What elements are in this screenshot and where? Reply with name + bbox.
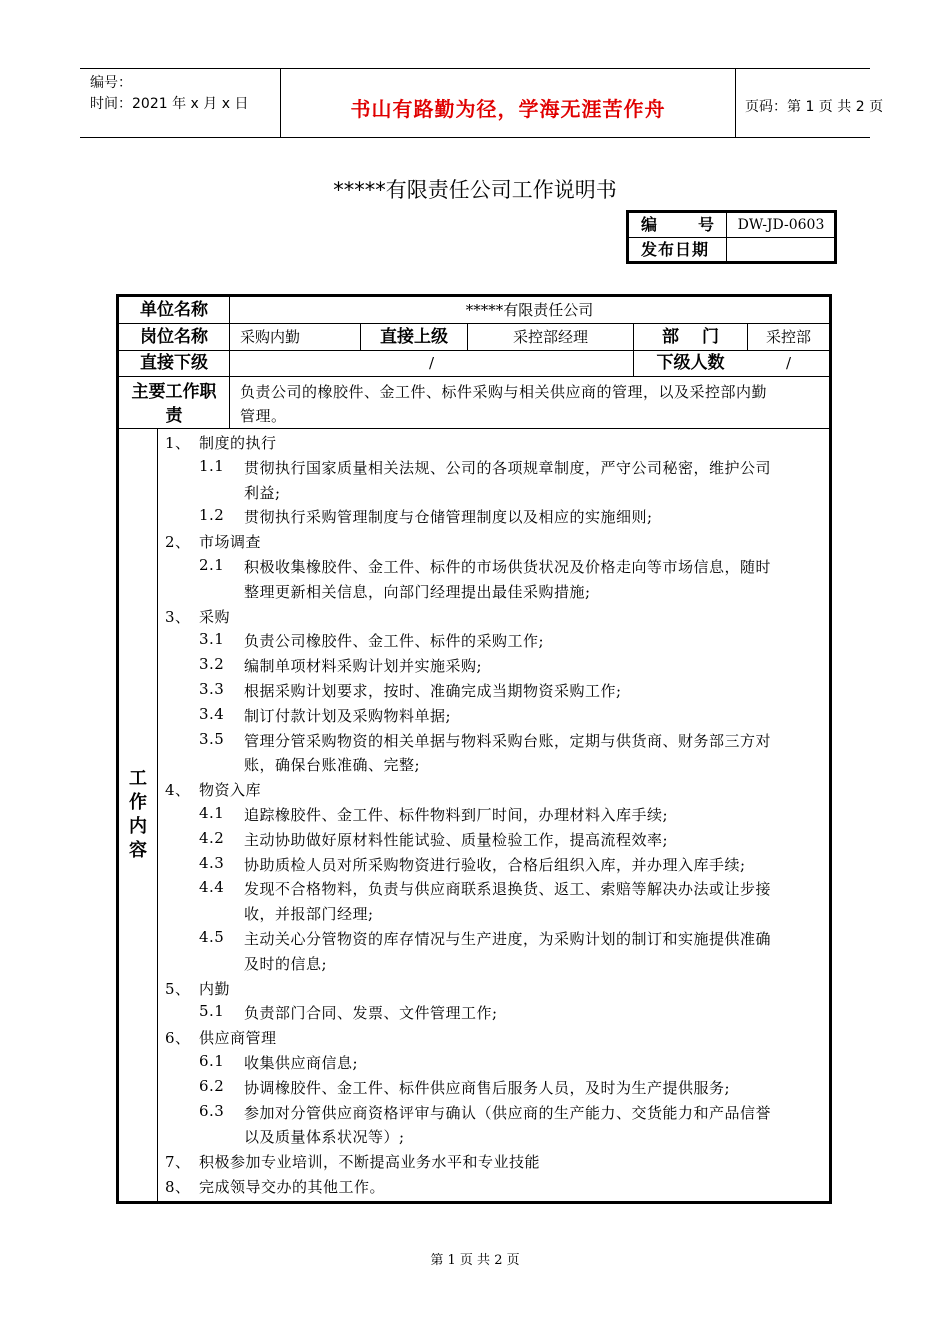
content-line-number: 1.1 <box>199 456 225 475</box>
content-label-char: 作 <box>129 791 147 813</box>
superior-label: 直接上级 <box>380 327 448 347</box>
content-line-number: 1、 <box>165 434 191 452</box>
content-line-number: 4.2 <box>199 828 225 847</box>
code-label-b: 号 <box>697 215 714 234</box>
page-header <box>80 68 884 138</box>
header-page-cell <box>735 69 884 137</box>
date-label: 发布日期 <box>629 238 727 262</box>
header-meta <box>80 69 280 137</box>
work-content <box>119 428 829 1201</box>
content-line-number: 5、 <box>165 979 191 998</box>
content-line-text: 主动关心分管物资的库存情况与生产进度，为采购计划的制订和实施提供准确 <box>244 930 772 948</box>
content-line-text: 采购 <box>199 607 231 626</box>
duty-line: 管理。 <box>240 407 287 425</box>
unit-value: *****有限责任公司 <box>465 301 594 319</box>
dept-value: 采控部 <box>765 328 811 346</box>
code-value: DW-JD-0603 <box>737 217 825 233</box>
content-line-text: 内勤 <box>199 979 231 998</box>
content-line-number: 2.1 <box>199 556 225 574</box>
content-label <box>119 428 157 1201</box>
content-line-number: 6.3 <box>199 1101 225 1120</box>
duty-line: 负责公司的橡胶件、金工件、标件采购与相关供应商的管理，以及采控部内勤 <box>240 383 768 401</box>
subordinate-label: 直接下级 <box>140 353 208 373</box>
motto: 书山有路勤为径，学海无涯苦作舟 <box>350 97 666 121</box>
content-line-text: 收集供应商信息; <box>244 1054 359 1072</box>
duty-label-line: 责 <box>165 406 183 426</box>
content-line-text: 制订付款计划及采购物料单据; <box>244 706 452 725</box>
content-line-text: 市场调查 <box>199 533 262 552</box>
content-line-text: 收，并报部门经理; <box>244 905 374 924</box>
content-line-text: 账，确保台账准确、完整; <box>244 756 421 775</box>
dept-label: 部 门 <box>662 327 719 347</box>
subordinate-value: / <box>428 354 435 372</box>
content-label-char: 工 <box>129 767 147 789</box>
content-line-text: 管理分管采购物资的相关单据与物料采购台账，定期与供货商、财务部三方对 <box>244 731 772 750</box>
content-line-number: 3.4 <box>199 704 225 723</box>
document-title: *****有限责任公司工作说明书 <box>333 178 617 202</box>
content-line-number: 5.1 <box>199 1002 225 1021</box>
content-line-text: 根据采购计划要求，按时、准确完成当期物资采购工作; <box>244 682 622 700</box>
code-label <box>629 213 727 237</box>
date-row <box>629 238 834 262</box>
content-line-number: 3.1 <box>199 630 225 649</box>
content-line-text: 以及质量体系状况等）; <box>244 1128 405 1147</box>
sub-count-value: / <box>785 354 792 372</box>
content-line-text: 积极收集橡胶件、金工件、标件的市场供货状况及价格走向等市场信息，随时 <box>244 558 772 576</box>
content-line-text: 整理更新相关信息，向部门经理提出最佳采购措施; <box>244 582 591 601</box>
content-line-number: 2、 <box>165 533 191 552</box>
content-line-number: 6.2 <box>199 1076 225 1095</box>
content-label-char: 内 <box>129 815 147 837</box>
content-line-text: 供应商管理 <box>199 1029 277 1048</box>
content-line-text: 发现不合格物料，负责与供应商联系退换货、返工、索赔等解决办法或让步接 <box>244 880 772 899</box>
content-label-char: 容 <box>129 839 147 861</box>
code-row <box>629 213 834 238</box>
content-line-number: 3.5 <box>199 729 225 748</box>
unit-label: 单位名称 <box>140 300 208 320</box>
content-line-text: 追踪橡胶件、金工件、标件物料到厂时间，办理材料入库手续; <box>244 806 669 824</box>
content-line-text: 负责公司橡胶件、金工件、标件的采购工作; <box>244 632 545 651</box>
duty-label-line: 主要工作职 <box>131 382 217 402</box>
content-line-number: 4.3 <box>199 853 225 872</box>
content-line-text: 贯彻执行采购管理制度与仓储管理制度以及相应的实施细则; <box>244 508 653 527</box>
content-line-text: 协调橡胶件、金工件、标件供应商售后服务人员，及时为生产提供服务; <box>244 1078 731 1097</box>
post-value: 采购内勤 <box>240 328 301 346</box>
code-box <box>626 210 837 264</box>
row-divider <box>119 376 829 377</box>
content-line-text: 及时的信息; <box>244 954 328 973</box>
page-footer: 第 1 页 共 2 页 <box>430 1253 520 1268</box>
content-line-number: 3.2 <box>199 655 225 674</box>
duty-text <box>240 380 825 428</box>
code-label-a: 编 <box>641 215 658 234</box>
content-line-text: 利益; <box>244 483 281 502</box>
content-line-number: 4.5 <box>199 928 225 946</box>
duty-label <box>119 380 229 428</box>
content-line-number: 8、 <box>165 1178 191 1196</box>
content-line-text: 编制单项材料采购计划并实施采购; <box>244 657 483 676</box>
content-line-text: 物资入库 <box>199 781 262 800</box>
content-line-text: 主动协助做好原材料性能试验、质量检验工作，提高流程效率; <box>244 830 669 849</box>
content-line-text: 完成领导交办的其他工作。 <box>199 1178 386 1196</box>
content-line-number: 3.3 <box>199 680 225 698</box>
content-line-text: 贯彻执行国家质量相关法规、公司的各项规章制度，严守公司秘密，维护公司 <box>244 458 772 477</box>
content-line-text: 积极参加专业培训，不断提高业务水平和专业技能 <box>199 1153 541 1172</box>
doc-number-label: 编号： <box>90 75 132 91</box>
date-value <box>728 238 834 262</box>
post-label: 岗位名称 <box>140 327 208 347</box>
content-line-number: 1.2 <box>199 506 225 525</box>
content-line-text: 协助质检人员对所采购物资进行验收，合格后组织入库，并办理入库手续; <box>244 855 746 874</box>
sub-count-label: 下级人数 <box>656 353 725 373</box>
page-info: 页码：第 1 页 共 2 页 <box>745 99 884 115</box>
content-line-number: 6、 <box>165 1029 191 1048</box>
content-line-number: 6.1 <box>199 1052 225 1070</box>
content-line-number: 4、 <box>165 781 191 800</box>
content-line-text: 制度的执行 <box>199 434 277 452</box>
content-line-number: 3、 <box>165 607 191 626</box>
content-line-number: 4.1 <box>199 804 225 822</box>
content-line-number: 7、 <box>165 1153 191 1172</box>
doc-time-label: 时间：2021 年 x 月 x 日 <box>90 96 249 112</box>
content-line-number: 4.4 <box>199 878 225 897</box>
content-line-text: 负责部门合同、发票、文件管理工作; <box>244 1004 498 1023</box>
content-line-text: 参加对分管供应商资格评审与确认（供应商的生产能力、交货能力和产品信誉 <box>244 1103 772 1122</box>
header-motto-cell <box>280 69 736 137</box>
superior-value: 采控部经理 <box>512 328 588 346</box>
